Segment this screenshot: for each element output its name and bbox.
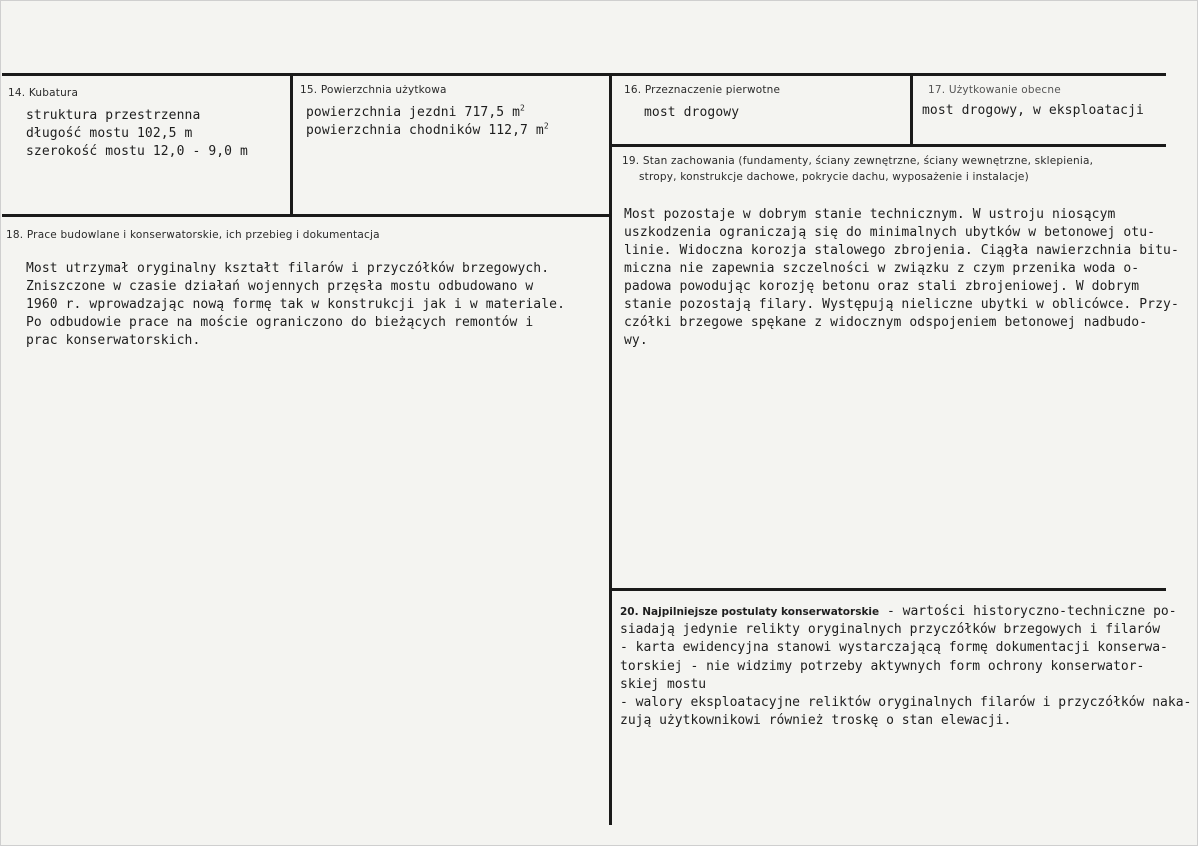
field-14-line: długość mostu 102,5 m [26,126,193,141]
rule-under-16-17 [611,144,1166,147]
field-19-label-line1: 19. Stan zachowania (fundamenty, ściany zewnętrzne, ściany wewnętrzne, sklepienia, [622,155,1094,167]
field-20-line: - walory eksploatacyjne reliktów oryginalnych filarów i przyczółków naka- [620,695,1192,711]
field-14-value [26,107,248,161]
field-15-value [306,104,549,140]
field-18-line: prac konserwatorskich. [26,333,201,348]
divider-15-16 [609,75,612,825]
field-20-value [620,603,1191,730]
field-14-label: 14. Kubatura [8,87,79,99]
field-19-line: Most pozostaje w dobrym stanie technicznym. W ustroju niosącym [624,207,1116,222]
field-18-line: Most utrzymał oryginalny kształt filarów i przyczółków brzegowych. [26,261,550,276]
field-20-line: torskiej - nie widzimy potrzeby aktywnych form ochrony konserwator- [620,658,1145,674]
field-20-line: - karta ewidencyjna stanowi wystarczającą formę dokumentacji konserwa- [620,640,1168,656]
field-15-label: 15. Powierzchnia użytkowa [300,84,447,96]
field-19-line: wy. [624,333,648,348]
field-19-line: stanie pozostają filary. Występują nieliczne ubytki w oblicówce. Przy- [624,297,1179,312]
field-17-label: 17. Użytkowanie obecne [928,84,1061,96]
field-20-line: zują użytkownikowi również troskę o stan elewacji. [620,713,1012,729]
field-19-label-line2: stropy, konstrukcje dachowe, pokrycie dachu, wyposażenie i instalacje) [639,171,1029,183]
field-14-line: struktura przestrzenna [26,108,201,123]
rule-above-20 [611,588,1166,591]
divider-14-15 [290,75,293,216]
field-18-line: Zniszczone w czasie działań wojennych przęsła mostu odbudowano w [26,279,534,294]
divider-16-17 [910,75,913,145]
field-18-line: 1960 r. wprowadzając nową formę tak w konstrukcji jak i w materiale. [26,297,566,312]
unit-exponent: 2 [520,103,525,113]
field-20-line: siadają jedynie relikty oryginalnych przyczółków brzegowych i filarów [620,622,1161,638]
field-17-value: most drogowy, w eksploatacji [922,103,1144,118]
field-19-line: padowa powodując korozję betonu oraz stali zbrojeniowej. W dobrym [624,279,1140,294]
field-19-value [624,206,1179,350]
jezdnia-area: powierzchnia jezdni 717,5 m [306,105,521,120]
field-20-line: skiej mostu [620,676,707,692]
field-18-value [26,260,565,350]
chodniki-area: powierzchnia chodników 112,7 m [306,123,544,138]
field-19-line: miczna nie zapewnia szczelności w związku z czym przenika woda o- [624,261,1140,276]
field-18-line: Po odbudowie prace na moście ograniczono do bieżących remontów i [26,315,534,330]
unit-exponent: 2 [543,121,549,131]
field-20-line: - wartości historyczno-techniczne po- [879,604,1177,619]
field-16-label: 16. Przeznaczenie pierwotne [624,84,781,96]
field-19-line: uszkodzenia ograniczają się do minimalnych ubytków w betonowej otu- [624,225,1156,240]
field-19-line: linie. Widoczna korozja stalowego zbrojenia. Ciągła nawierzchnia bitu- [624,243,1179,258]
rule-under-14-15 [2,214,611,217]
field-16-value: most drogowy [644,105,740,120]
field-19-line: czółki brzegowe spękane z widocznym odspojeniem betonowej nadbudo- [624,315,1148,330]
top-rule [2,73,1166,76]
field-14-line: szerokość mostu 12,0 - 9,0 m [26,144,248,159]
field-18-label: 18. Prace budowlane i konserwatorskie, ich przebieg i dokumentacja [6,229,380,241]
field-20-label: 20. Najpilniejsze postulaty konserwatorskie [620,606,880,618]
